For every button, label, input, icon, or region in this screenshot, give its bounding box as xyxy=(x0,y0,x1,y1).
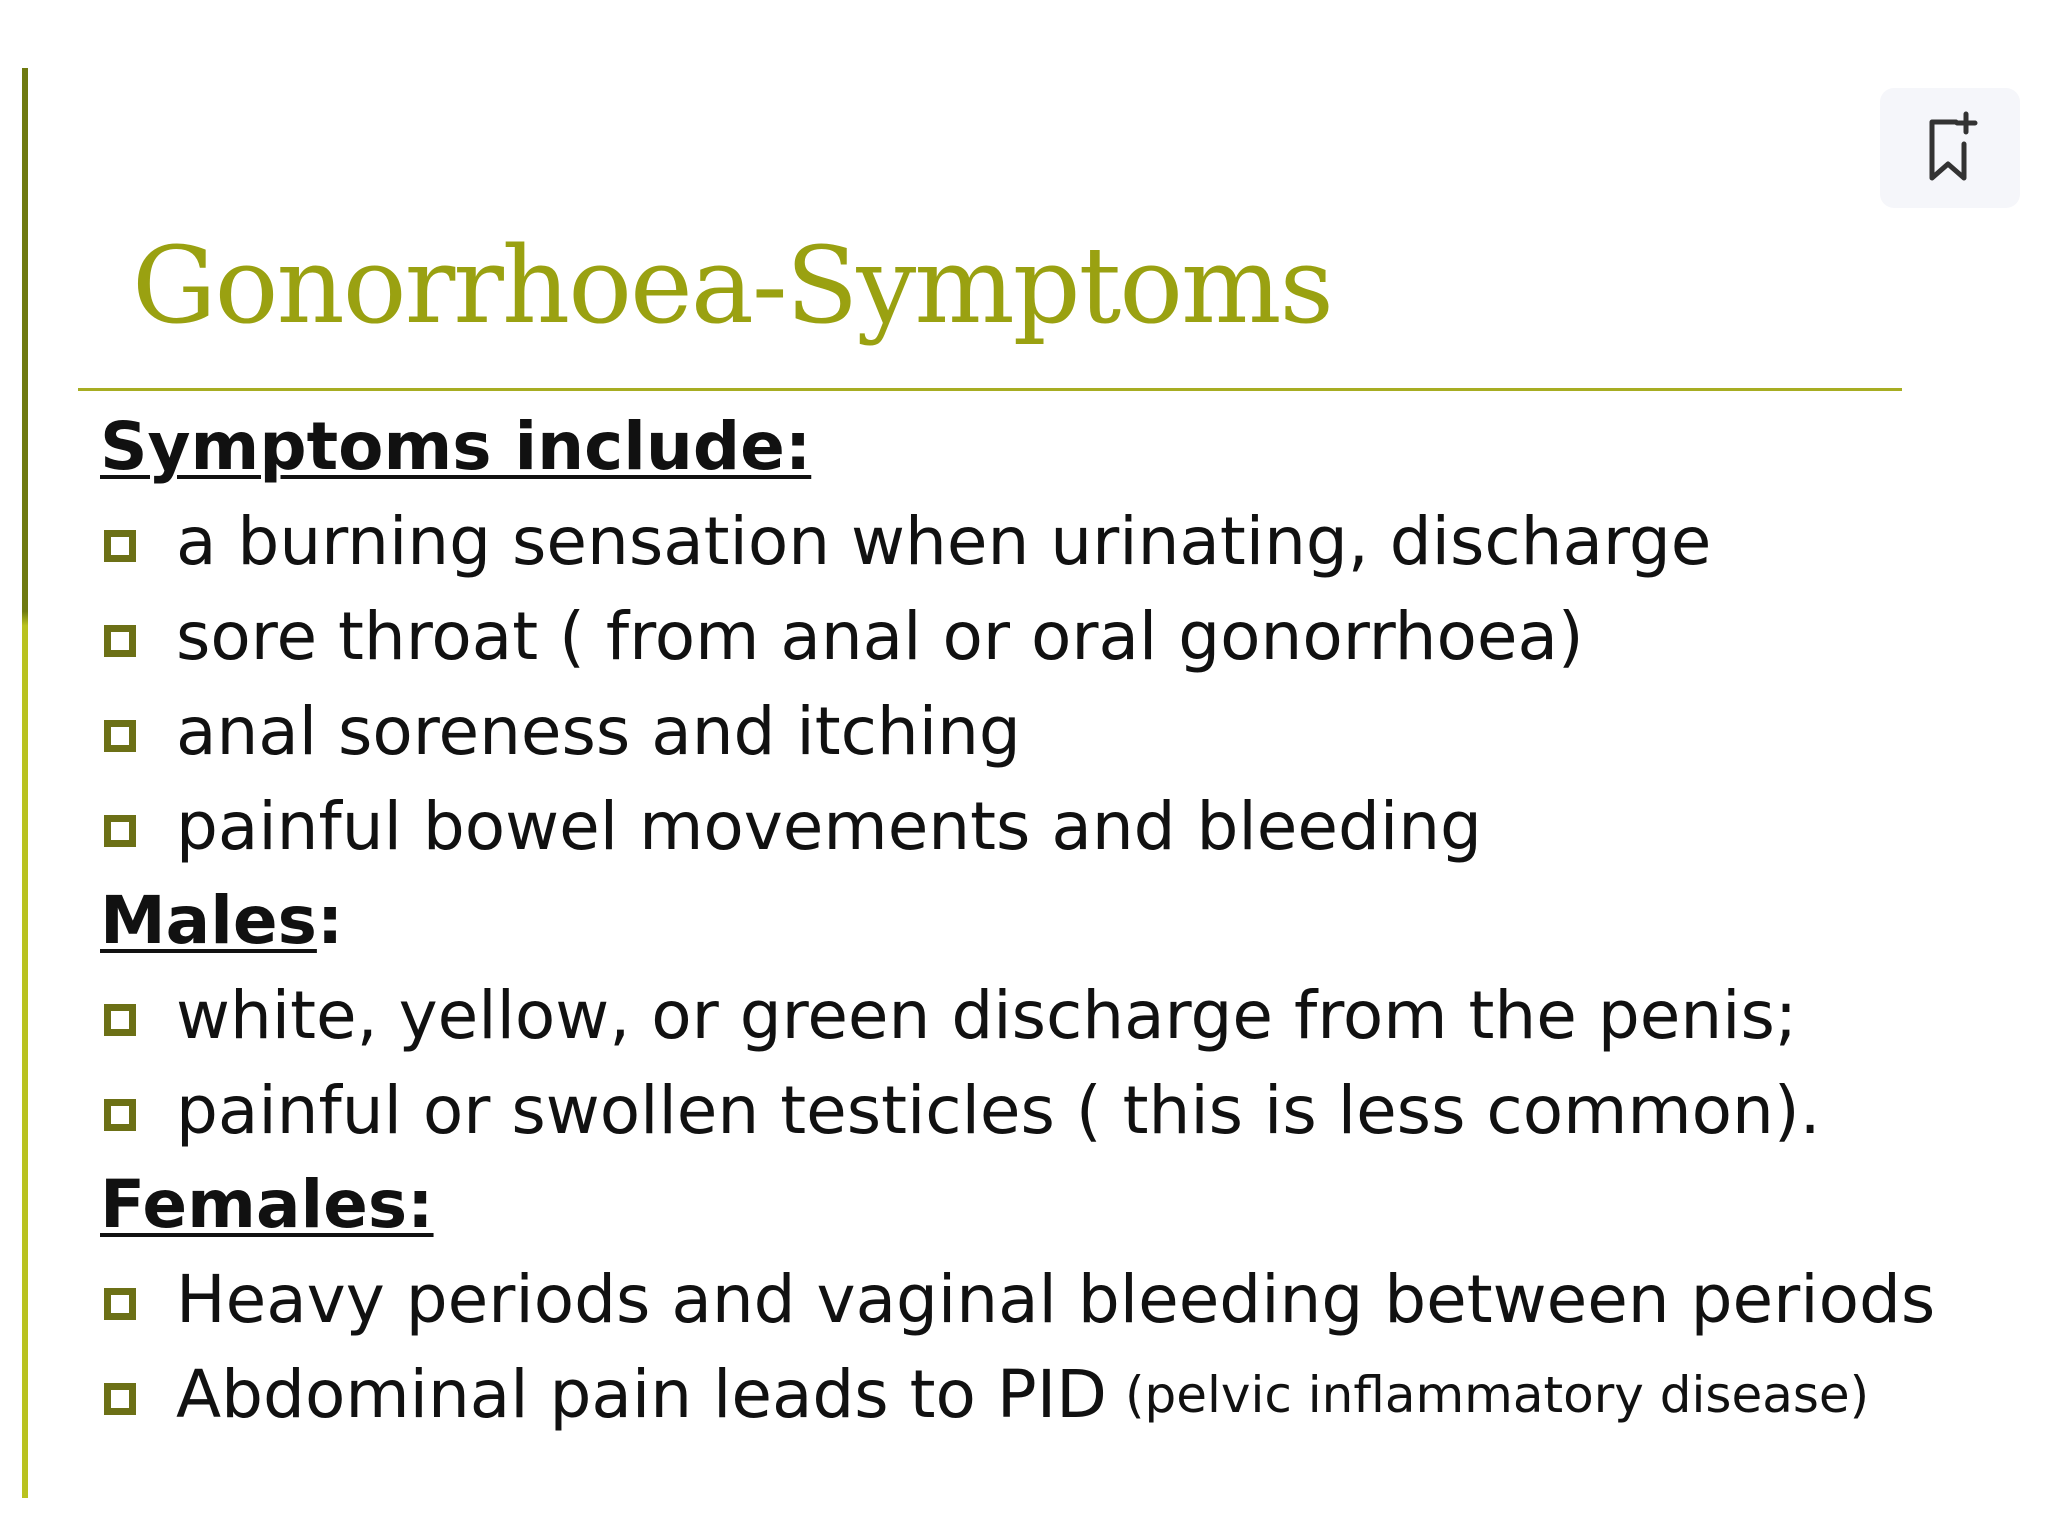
square-bullet-icon xyxy=(104,1004,136,1036)
square-bullet-icon xyxy=(104,1383,136,1415)
section-heading-males: Males: xyxy=(100,882,344,959)
section-heading-symptoms: Symptoms include: xyxy=(100,408,812,485)
square-bullet-icon xyxy=(104,1288,136,1320)
list-item: white, yellow, or green discharge from the penis; xyxy=(100,968,2020,1063)
slide-content xyxy=(100,400,2020,1442)
list-item: Abdominal pain leads to PID (pelvic inflammatory disease) xyxy=(100,1347,2020,1442)
left-accent-bar xyxy=(22,68,28,1498)
square-bullet-icon xyxy=(104,1099,136,1131)
list-item: painful bowel movements and bleeding xyxy=(100,779,2020,874)
bookmark-button[interactable] xyxy=(1880,88,2020,208)
item-note: (pelvic inflammatory disease) xyxy=(1125,1365,1870,1424)
square-bullet-icon xyxy=(104,530,136,562)
list-item: Heavy periods and vaginal bleeding between periods xyxy=(100,1252,2020,1347)
list-item: a burning sensation when urinating, discharge xyxy=(100,494,2020,589)
slide-title: Gonorrhoea-Symptoms xyxy=(132,224,1332,347)
square-bullet-icon xyxy=(104,815,136,847)
square-bullet-icon xyxy=(104,720,136,752)
list-item: sore throat ( from anal or oral gonorrhoea) xyxy=(100,589,2020,684)
bookmark-add-icon xyxy=(1920,108,1980,188)
title-divider xyxy=(78,388,1902,391)
section-heading-females: Females: xyxy=(100,1166,434,1243)
list-item: painful or swollen testicles ( this is less common). xyxy=(100,1063,2020,1158)
square-bullet-icon xyxy=(104,625,136,657)
list-item: anal soreness and itching xyxy=(100,684,2020,779)
